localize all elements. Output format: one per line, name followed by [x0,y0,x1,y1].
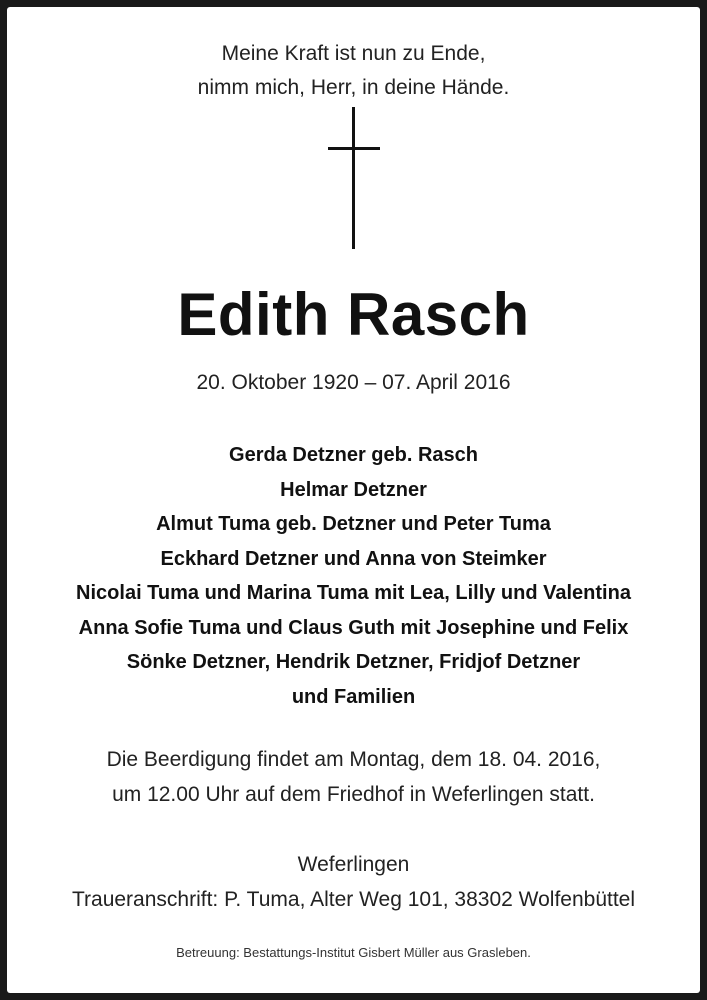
funeral-line-1: Die Beerdigung findet am Montag, dem 18. 04. 2016, [106,748,601,771]
mourner-line: Almut Tuma geb. Detzner und Peter Tuma [156,513,551,535]
verse-line-2: nimm mich, Herr, in deine Hände. [197,76,510,99]
mourner-line: und Familien [291,685,416,708]
mourning-address: Traueranschrift: P. Tuma, Alter Weg 101, 38302 Wolfenbüttel [71,888,636,911]
address-block [7,847,700,917]
mourner-line: Nicolai Tuma und Marina Tuma mit Lea, Lilly und Valentina [76,582,631,604]
verse [7,37,700,105]
mourner-line: Eckhard Detzner und Anna von Steimker [160,547,547,570]
funeral-info [7,742,700,812]
undertaker-note: Betreuung: Bestattungs-Institut Gisbert Müller aus Grasleben. [176,945,531,960]
verse-line-1: Meine Kraft ist nun zu Ende, [221,42,486,65]
obituary-notice [7,7,700,993]
deceased-name: Edith Rasch [177,281,530,348]
mourner-line: Sönke Detzner, Hendrik Detzner, Fridjof Detzner [126,651,581,673]
mourners-list [7,438,700,714]
funeral-line-2: um 12.00 Uhr auf dem Friedhof in Weferlingen statt. [112,783,595,806]
mourner-line: Gerda Detzner geb. Rasch [229,444,478,466]
place-name: Weferlingen [297,853,410,876]
cross-horizontal-bar [328,147,380,150]
mourner-line: Anna Sofie Tuma und Claus Guth mit Josephine und Felix [78,616,629,639]
cross-icon [328,107,380,249]
mourner-line: Helmar Detzner [280,478,427,501]
life-dates: 20. Oktober 1920 – 07. April 2016 [196,371,511,394]
cross-vertical-bar [352,107,355,249]
